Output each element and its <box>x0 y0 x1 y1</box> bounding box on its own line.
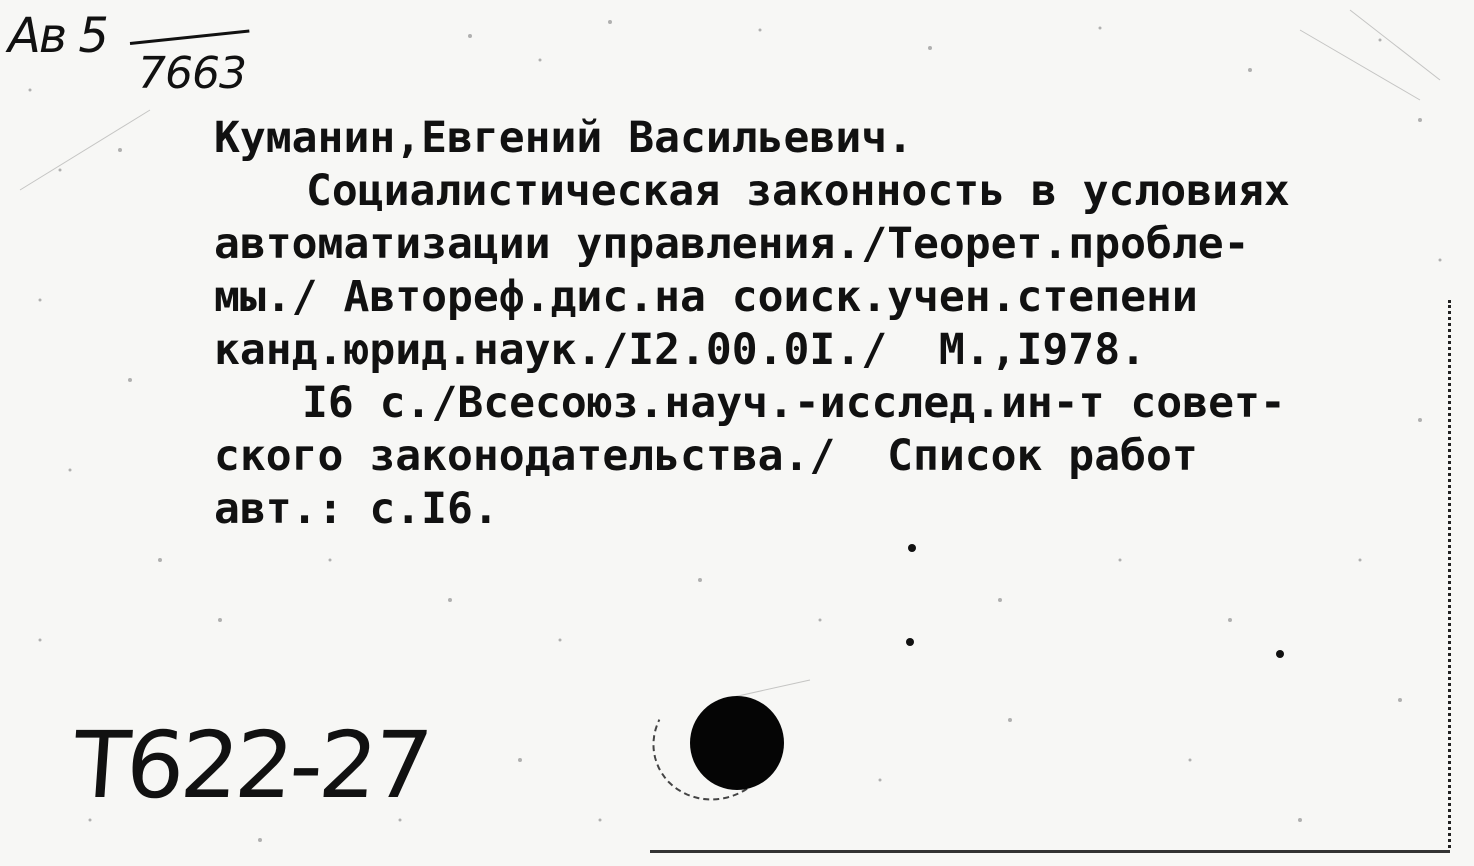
speck-dot <box>1276 650 1284 658</box>
speck-dot <box>906 638 914 646</box>
shelf-mark-number: 7663 <box>138 48 246 99</box>
record-imprint-line: канд.юрид.наук./I2.00.0I./ М.,I978. <box>214 325 1146 375</box>
record-collation-line: I6 с./Всесоюз.науч.-исслед.ин-т совет- <box>302 378 1286 428</box>
shelf-mark-prefix: Ав 5 <box>8 8 107 64</box>
bibliographic-record <box>214 112 1434 536</box>
record-notes-line: авт.: с.I6. <box>214 484 499 534</box>
punch-hole <box>690 696 784 790</box>
record-author: Куманин,Евгений Васильевич. <box>214 113 913 163</box>
catalog-classification-code: T622-27 <box>70 712 432 819</box>
record-notes-line: ского законодательства./ Список работ <box>214 431 1198 481</box>
speck-dot <box>908 544 916 552</box>
record-title-line: мы./ Автореф.дис.на соиск.учен.степени <box>214 272 1198 322</box>
record-title-line: автоматизации управления./Теорет.пробле- <box>214 219 1250 269</box>
record-title-line: Социалистическая законность в условиях <box>306 166 1290 216</box>
card-bottom-edge <box>650 850 1450 856</box>
card-right-edge <box>1448 300 1454 848</box>
